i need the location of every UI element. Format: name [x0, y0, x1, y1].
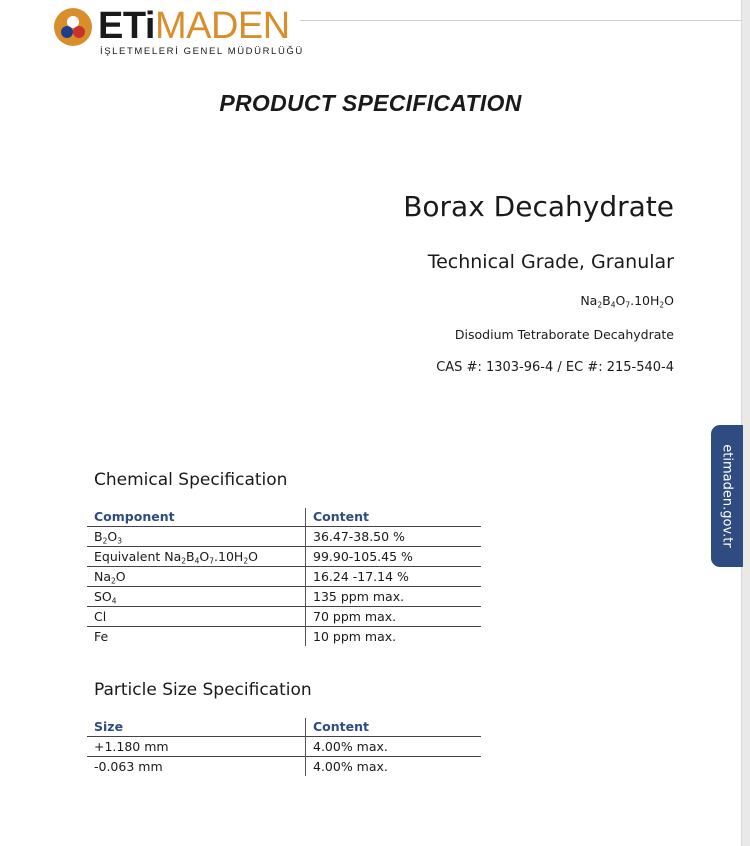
column-header-content: Content: [313, 509, 369, 524]
logo-mark-icon: [54, 8, 92, 46]
table-row: [87, 567, 481, 587]
website-link-label[interactable]: etimaden.gov.tr: [719, 444, 735, 548]
page-edge: [741, 0, 750, 846]
particle-spec-title: Particle Size Specification: [94, 680, 312, 700]
table-row: [87, 627, 481, 647]
cell-component: $SO_4$: [87, 587, 306, 607]
header-rule: [300, 20, 741, 21]
cell-content: 135 ppm max.: [313, 589, 405, 604]
chemical-spec-title: Chemical Specification: [94, 470, 288, 490]
etimaden-logo: [54, 5, 314, 60]
cell-component: Cl: [87, 607, 306, 627]
product-grade: Technical Grade, Granular: [427, 251, 674, 273]
cell-content: 4.00% max.: [313, 759, 388, 774]
cell-content: 10 ppm max.: [313, 629, 397, 644]
product-name: Borax Decahydrate: [403, 190, 674, 223]
column-header-component: Component: [87, 508, 306, 527]
cell-component: $B_2O_3$: [87, 527, 306, 547]
table-row: [87, 587, 481, 607]
cell-content: 36.47-38.50 %: [313, 529, 405, 544]
table-row: [87, 757, 481, 777]
table-row: [87, 737, 481, 757]
table-row: [87, 607, 481, 627]
cell-content: 16.24 -17.14 %: [313, 569, 409, 584]
chemical-formula: $Na_2B_4O_7.10H_2O$: [580, 293, 674, 310]
chemical-spec-table: [87, 508, 481, 646]
table-row: [87, 527, 481, 547]
cell-content: 99.90-105.45 %: [313, 549, 413, 564]
document-title: PRODUCT SPECIFICATION: [219, 90, 522, 116]
table-row: [87, 547, 481, 567]
cell-component: Equivalent $Na_2B_4O_7.10H_2O$: [87, 547, 306, 567]
logo-subtitle: İŞLETMELERİ GENEL MÜDÜRLÜĞÜ: [100, 46, 304, 57]
cell-size: +1.180 mm: [87, 737, 306, 757]
logo-wordmark: ETiMADEN: [98, 5, 290, 47]
chemical-name: Disodium Tetraborate Decahydrate: [454, 327, 674, 342]
website-side-tab[interactable]: [711, 425, 743, 567]
column-header-content: Content: [313, 719, 369, 734]
particle-spec-table: [87, 718, 481, 776]
cell-component: $Na_2O$: [87, 567, 306, 587]
cell-content: 70 ppm max.: [313, 609, 397, 624]
cell-content: 4.00% max.: [313, 739, 388, 754]
cell-size: -0.063 mm: [87, 757, 306, 777]
column-header-size: Size: [87, 718, 306, 737]
cell-component: Fe: [87, 627, 306, 647]
cas-ec-numbers: CAS #: 1303-96-4 / EC #: 215-540-4: [436, 360, 674, 375]
